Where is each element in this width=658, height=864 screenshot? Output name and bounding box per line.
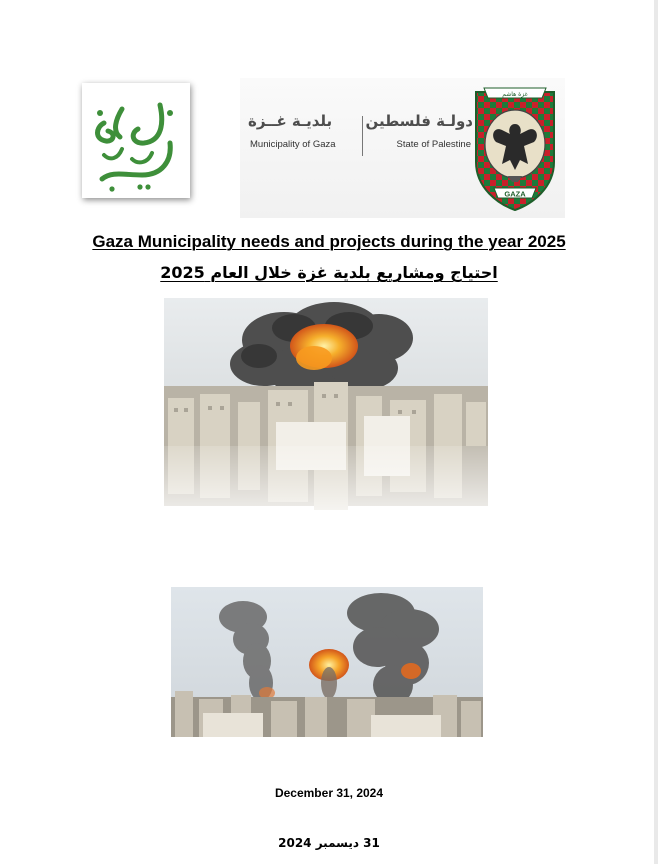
kafi-altanmia-logo-graphic: [82, 83, 190, 198]
banner-divider: [362, 116, 363, 156]
explosion-city-photo: [164, 298, 488, 536]
municipality-arabic: بلديـة غــزة: [248, 112, 333, 130]
date-arabic: 31 ديسمبر 2024: [278, 836, 380, 850]
airstrikes-skyline-photo: [171, 587, 483, 737]
crest-bottom-text: GAZA: [504, 189, 526, 199]
explosion-city-photo-graphic: [164, 298, 488, 536]
municipality-english: Municipality of Gaza: [250, 139, 336, 150]
kafi-altanmia-logo: [82, 83, 190, 198]
banner-text-group: [248, 112, 473, 162]
date-english: December 31, 2024: [274, 786, 384, 800]
state-arabic: دولـة فلسطين: [365, 112, 473, 130]
document-title-english: Gaza Municipality needs and projects during the year 2025: [92, 232, 566, 251]
document-title-arabic: احتياج ومشاريع بلدية غزة خلال العام 2025: [160, 263, 498, 282]
gaza-crest-graphic: [472, 84, 558, 212]
page-edge: [654, 0, 658, 864]
airstrikes-skyline-photo-graphic: [171, 587, 483, 737]
crest-top-text: غزة هاشم: [502, 91, 528, 98]
gaza-crest: [472, 84, 558, 212]
state-english: State of Palestine: [396, 139, 471, 150]
